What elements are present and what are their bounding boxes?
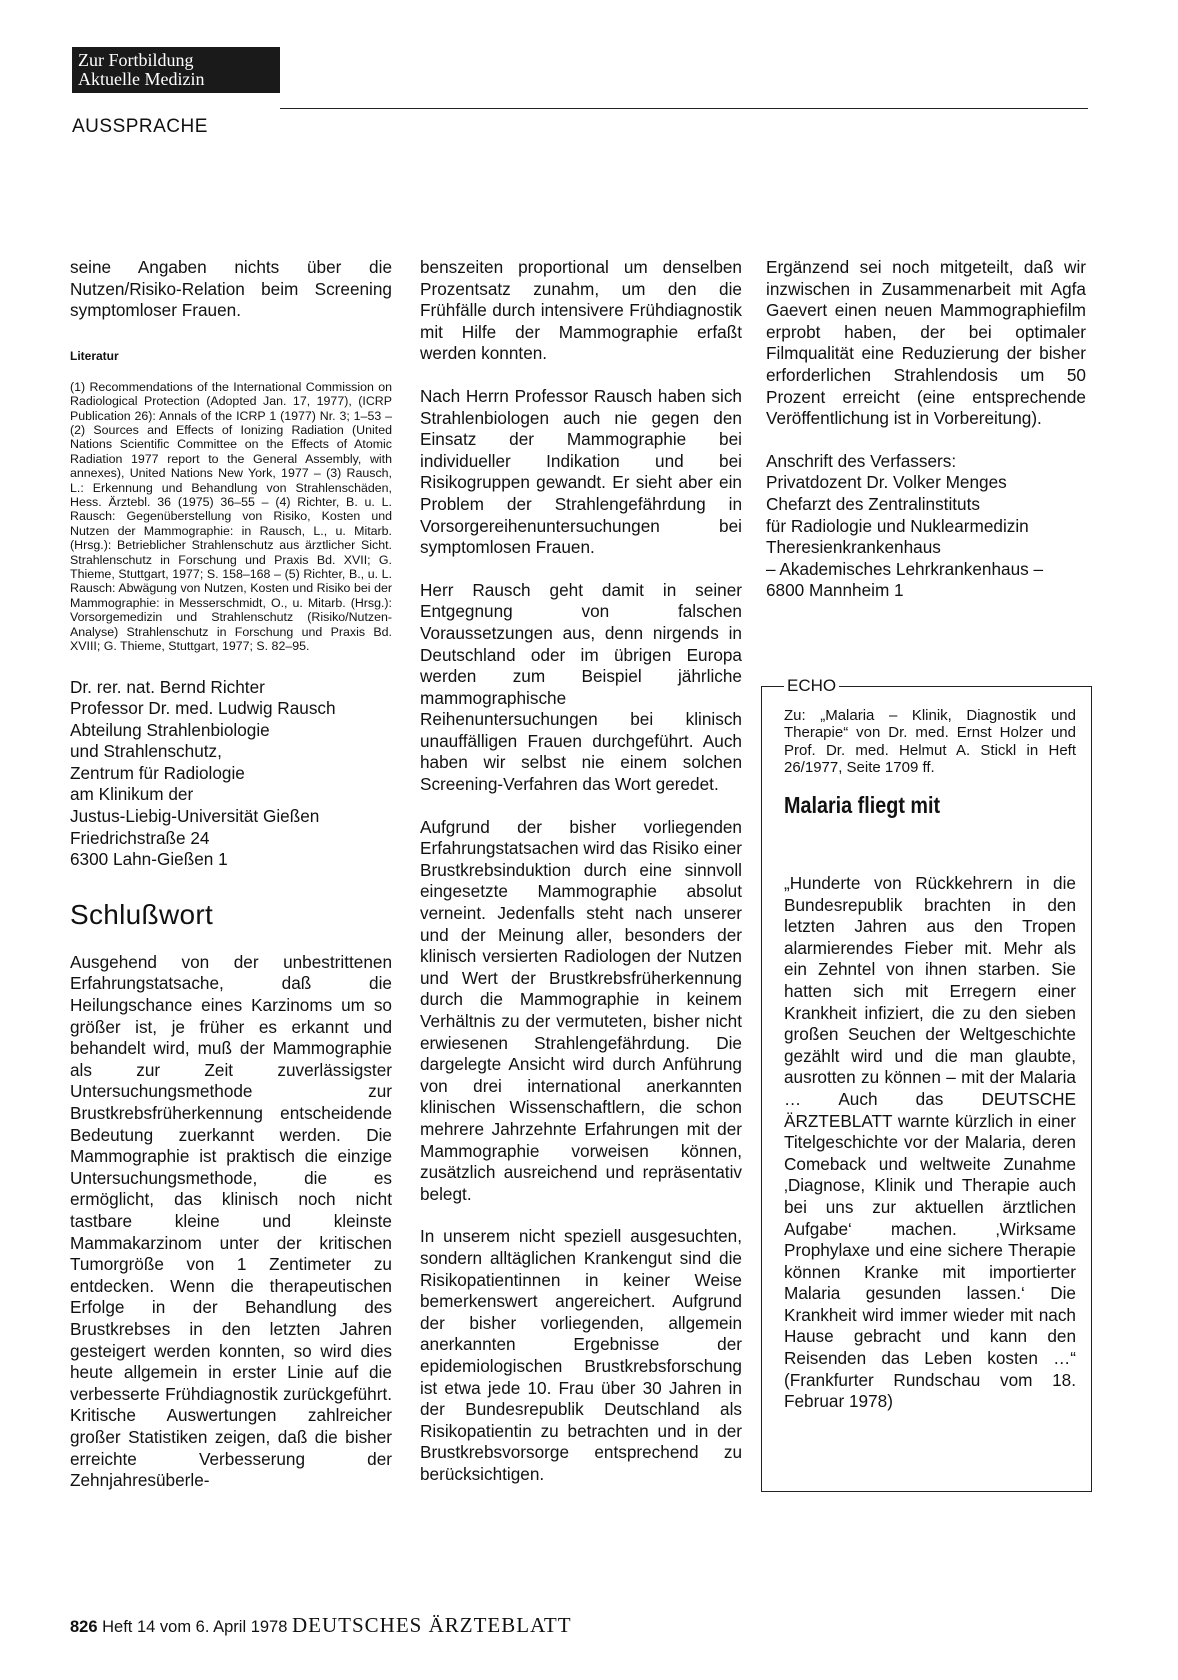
magazine-name: DEUTSCHES ÄRZTEBLATT (292, 1613, 572, 1637)
echo-body: „Hunderte von Rückkehrern in die Bundesrepublik brachten in den letzten Jahren aus den Tropen alarmierendes Fieber mit. Mehr als ein Zehntel von ihnen starben. Sie hatten sich mit Erregern einer Krankheit infiziert, die zu den sieben großen Seuchen der Weltgeschichte gezählt wird und die man glaubte, ausrotten zu können – mit der Malaria … Auch das DEUTSCHE ÄRZTEBLATT warnte kürzlich in einer Titelgeschichte vor der Malaria, deren Comeback und weltweite Zunahme ‚Diagnose, Klinik und Therapie auch bei uns zur aktuellen ärztlichen Aufgabe‘ machen. ‚Wirksame Prophylaxe und eine sichere Therapie können Kranke mit importierter Malaria gesunden lassen.‘ Die Krankheit wird immer wieder mit nach Hause gebracht und kann den Reisenden das Leben kosten …“ (Frankfurter Rundschau vom 18. Februar 1978) (784, 873, 1076, 1412)
address-line: 6800 Mannheim 1 (766, 580, 904, 601)
column-1 (70, 257, 392, 1492)
address-line: Privatdozent Dr. Volker Menges (766, 472, 1007, 493)
address-line: 6300 Lahn-Gießen 1 (70, 849, 228, 870)
address-line: Professor Dr. med. Ludwig Rausch (70, 698, 336, 719)
header-line-1: Zur Fortbildung (78, 50, 194, 70)
address-line: Abteilung Strahlenbiologie (70, 719, 270, 740)
col2-paragraph-2: Nach Herrn Professor Rausch haben sich Strahlenbiologen auch nie gegen den Einsatz der Mammographie bei individueller Indikation und bei Risikogruppen gewandt. Er sieht aber ein Problem der Strahlengefährdung in Vorsorgereihenuntersuchungen bei symptomlosen Frauen. (420, 385, 742, 558)
authors-address (70, 677, 392, 871)
address-line: und Strahlenschutz, (70, 741, 222, 762)
echo-intro: Zu: „Malaria – Klinik, Diagnostik und Therapie“ von Dr. med. Ernst Holzer und Prof. Dr. med. Helmut A. Stickl in Heft 26/1977, Seite 1709 ff. (784, 707, 1076, 777)
section-label: AUSSPRACHE (72, 116, 208, 137)
col1-intro: seine Angaben nichts über die Nutzen/Risiko-Relation beim Screening symptomloser Frauen. (70, 257, 392, 321)
col2-paragraph-4: Aufgrund der bisher vorliegenden Erfahrungstatsachen wird das Risiko einer Brustkrebsinduktion durch eine sinnvoll eingesetzte Mammographie absolut verneint. Jedenfalls steht nach unserer und der Meinung aller, besonders der klinisch versierten Radiologen der Nutzen und Wert der Brustkrebsfrüherkennung durch die Mammographie in keinem Verhältnis zu der vermuteten, bisher nicht erwiesenen Strahlengefährdung. Die dargelegte Ansicht wird durch Anführung von drei international anerkannten klinischen Wissenschaftlern, die schon mehrere Jahrzehnte Erfahrungen mit der Mammographie vorweisen können, zusätzlich ausreichend und repräsentativ belegt. (420, 816, 742, 1204)
literature-list: (1) Recommendations of the International Commission on Radiological Protection (Adopted Jan. 17, 1977), (ICRP Publication 26): Annals of the ICRP 1 (1977) Nr. 3; 1–53 – (2) Sources and Effects of Ionizing Radiation (United Nations Scientific Committee on the Effects of Atomic Radiation 1977 report to the General Assembly, with annexes), United Nations New York, 1977 – (3) Rausch, L.: Erkennung und Behandlung von Strahlenschäden, Hess. Ärztebl. 36 (1975) 36–55 – (4) Richter, B. u. L. Rausch: Gegenüberstellung von Risiko, Kosten und Nutzen der Mammographie: in Rausch, L., u. Mitarb. (Hrsg.): Betrieblicher Strahlenschutz aus ärztlicher Sicht. Strahlenschutz in Forschung und Praxis Bd. XVII; G. Thieme, Stuttgart, 1977; S. 158–168 – (5) Richter, B., u. L. Rausch: Abwägung von Nutzen, Kosten und Risiko bei der Mammographie: in Messerschmidt, O., u. Mitarb. (Hrsg.): Vorsorgemedizin und Strahlenschutz (Risiko/Nutzen-Analyse) Strahlenschutz in Forschung und Praxis Bd. XVIII; G. Thieme, Stuttgart, 1977; S. 82–95. (70, 379, 392, 654)
col2-paragraph-3: Herr Rausch geht damit in seiner Entgegnung von falschen Voraussetzungen aus, denn nirgends in Deutschland oder im übrigen Europa werden zum Beispiel jährliche mammographische Reihenuntersuchungen bei klinisch unauffälligen Frauen durchgeführt. Auch haben wir selbst nie einem solchen Screening-Verfahren das Wort geredet. (420, 579, 742, 795)
address-line: Theresienkrankenhaus (766, 537, 941, 558)
echo-title: Malaria fliegt mit (784, 792, 941, 818)
address-line: Zentrum für Radiologie (70, 762, 245, 783)
address-line: für Radiologie und Nuklearmedizin (766, 515, 1029, 536)
address-line: am Klinikum der (70, 784, 194, 805)
col2-paragraph-1: benszeiten proportional um denselben Prozentsatz zunahm, um den die Frühfälle durch intensivere Frühdiagnostik mit Hilfe der Mammographie erfaßt werden konnten. (420, 257, 742, 364)
schlusswort-heading: Schlußwort (70, 898, 214, 930)
header-line-2: Aktuelle Medizin (78, 69, 205, 89)
column-2 (420, 257, 742, 1485)
column-3 (766, 257, 1086, 602)
col2-paragraph-5: In unserem nicht speziell ausgesuchten, sondern alltäglichen Krankengut sind die Risikopatientinnen in keiner Weise bemerkenswert angereichert. Aufgrund der bisher vorliegenden, allgemein anerkannten Ergebnisse der epidemiologischen Brustkrebsforschung ist etwa jede 10. Frau über 30 Jahren in der Bundesrepublik Deutschland als Risikopatientin zu betrachten und in der Brustkrebsvorsorge entsprechend zu berücksichtigen. (420, 1226, 742, 1484)
page-footer (70, 1613, 572, 1638)
issue-info: Heft 14 vom 6. April 1978 (102, 1618, 288, 1636)
section-header-box (72, 47, 280, 93)
echo-label: ECHO (784, 676, 839, 696)
col3-paragraph-1: Ergänzend sei noch mitgeteilt, daß wir inzwischen in Zusammenarbeit mit Agfa Gaevert einen neuen Mammographiefilm erprobt haben, der bei optimaler Filmqualität eine Reduzierung der bisher erforderlichen Strahlendosis um 50 Prozent erreicht (eine entsprechende Veröffentlichung ist in Vorbereitung). (766, 257, 1086, 429)
header-rule (280, 108, 1088, 109)
page-number: 826 (70, 1618, 98, 1636)
address-line: Friedrichstraße 24 (70, 827, 210, 848)
address-line: Chefarzt des Zentralinstituts (766, 493, 980, 514)
author-address (766, 451, 1086, 602)
schlusswort-text: Ausgehend von der unbestrittenen Erfahrungstatsache, daß die Heilungschance eines Karzinoms um so größer ist, je früher es erkannt und behandelt wird, muß der Mammographie als zur Zeit zuverlässigster Untersuchungsmethode zur Brustkrebsfrüherkennung entscheidende Bedeutung zuerkannt werden. Die Mammographie ist praktisch die einzige Untersuchungsmethode, die es ermöglicht, das klinisch noch nicht tastbare kleine und kleinste Mammakarzinom unter der kritischen Tumorgröße von 1 Zentimeter zu entdecken. Wenn die therapeutischen Erfolge in der Behandlung des Brustkrebses in den letzten Jahren gesteigert werden konnten, so wird dies heute allgemein in erster Linie auf die verbesserte Frühdiagnostik zurückgeführt. Kritische Auswertungen zahlreicher großer Statistiken zeigen, daß die bisher erreichte Verbesserung der Zehnjahresüberle- (70, 951, 392, 1491)
address-line: Justus-Liebig-Universität Gießen (70, 806, 320, 827)
address-line: – Akademisches Lehrkrankenhaus – (766, 558, 1044, 579)
address-line: Anschrift des Verfassers: (766, 450, 957, 471)
literature-heading: Literatur (70, 348, 119, 363)
address-line: Dr. rer. nat. Bernd Richter (70, 676, 265, 697)
echo-box (761, 676, 1092, 1492)
